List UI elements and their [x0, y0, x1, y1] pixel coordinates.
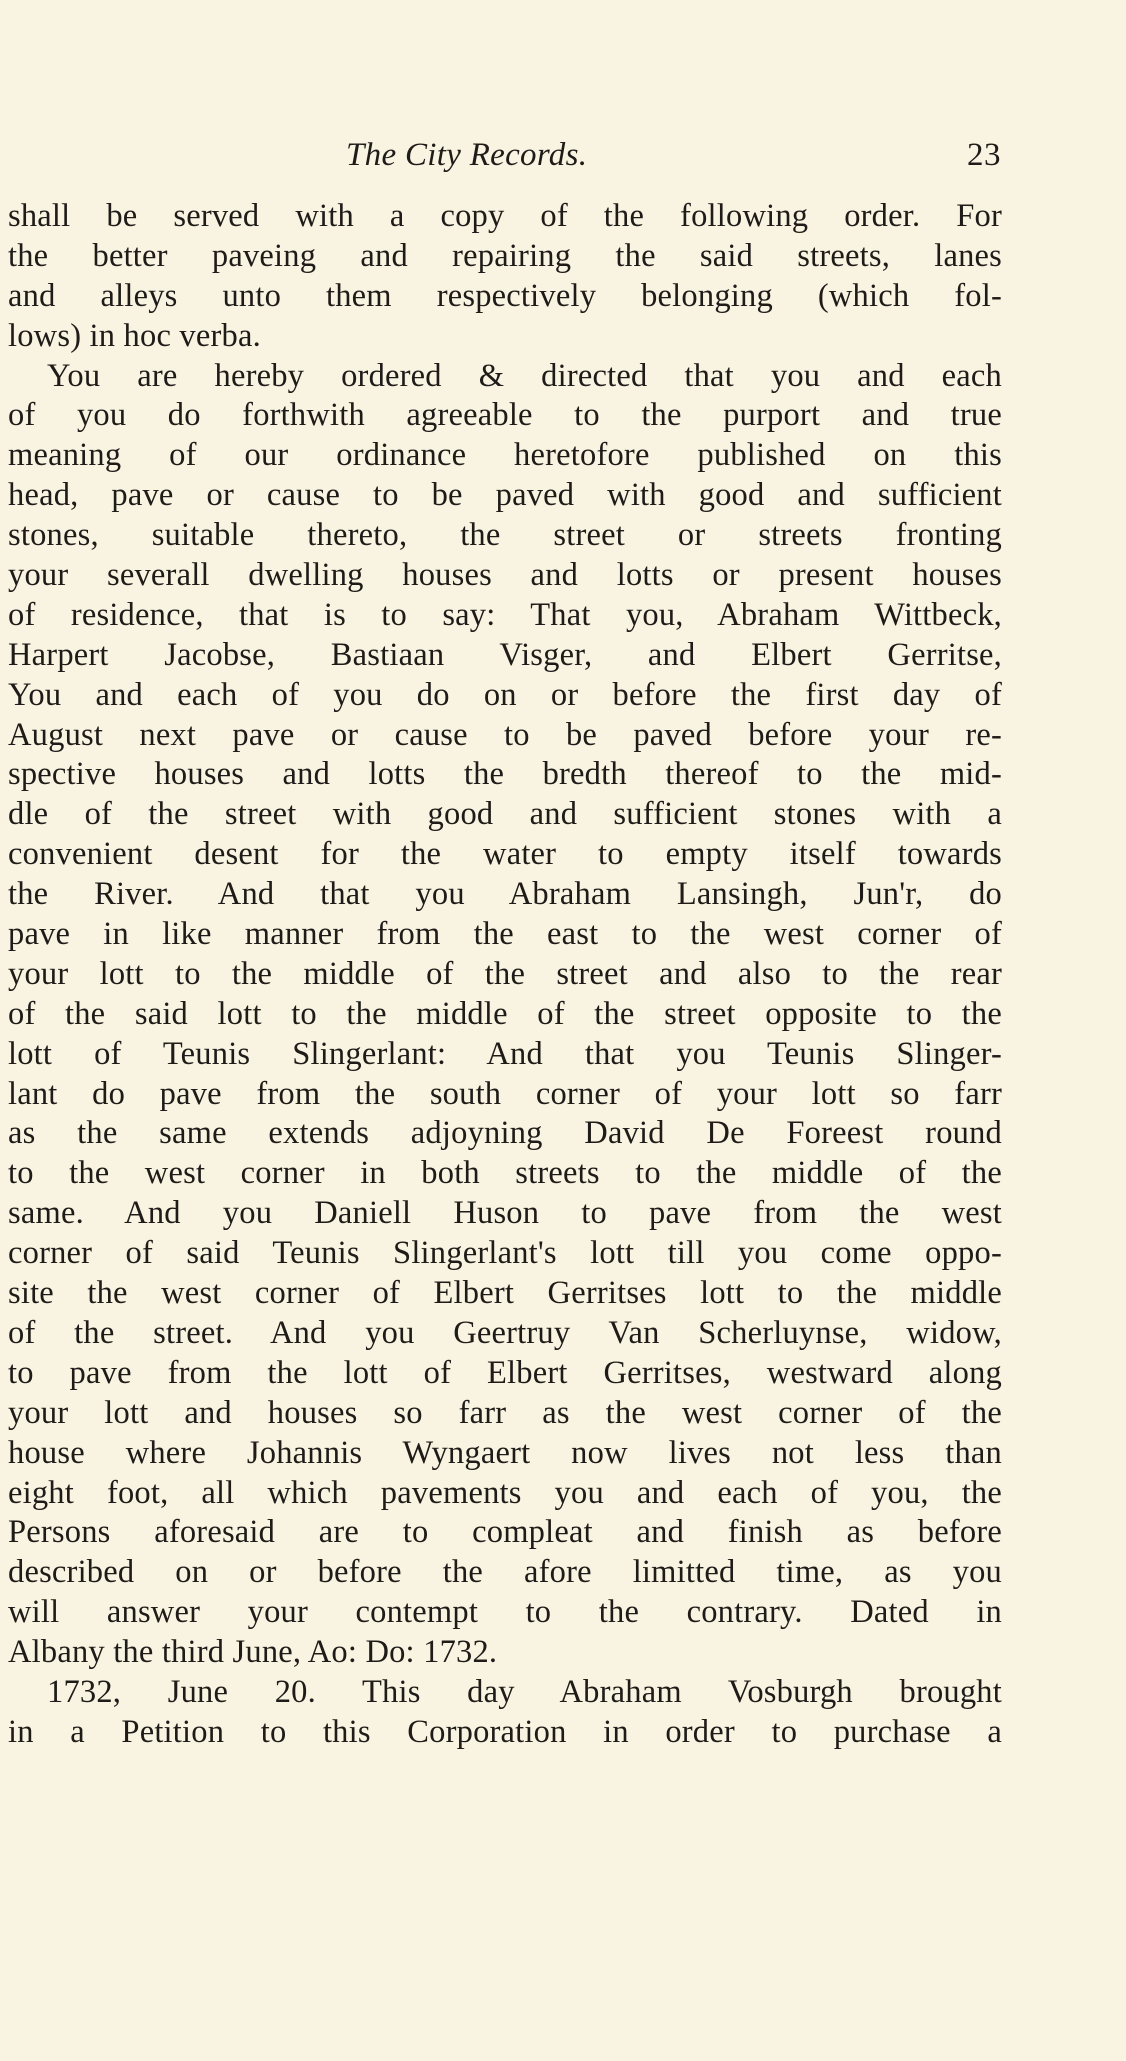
- text-line: described on or before the afore limitted time, as you: [8, 1554, 1002, 1591]
- text-line: dle of the street with good and sufficient stones with a: [8, 796, 1002, 833]
- text-line: meaning of our ordinance heretofore published on this: [8, 437, 1002, 474]
- text-line: eight foot, all which pavements you and each of you, the: [8, 1474, 1002, 1511]
- text-line: lant do pave from the south corner of your lott so farr: [8, 1075, 1002, 1112]
- text-line: in a Petition to this Corporation in order to purchase a: [8, 1713, 1002, 1750]
- text-line: Albany the third June, Ao: Do: 1732.: [8, 1634, 498, 1671]
- text-line: of the street. And you Geertruy Van Scherluynse, widow,: [8, 1314, 1002, 1351]
- text-line: August next pave or cause to be paved before your re-: [8, 716, 1002, 753]
- text-line: head, pave or cause to be paved with good and sufficient: [8, 477, 1002, 514]
- text-line: your severall dwelling houses and lotts or present houses: [8, 557, 1002, 594]
- running-head: [0, 131, 1126, 179]
- text-line: the better paveing and repairing the said streets, lanes: [8, 237, 1002, 274]
- text-line: spective houses and lotts the bredth thereof to the mid-: [8, 756, 1002, 793]
- text-line: 1732, June 20. This day Abraham Vosburgh brought: [47, 1673, 1002, 1710]
- text-line: stones, suitable thereto, the street or streets fronting: [8, 517, 1002, 554]
- page-number: 23: [967, 137, 1001, 173]
- text-line: of residence, that is to say: That you, Abraham Wittbeck,: [8, 596, 1002, 633]
- text-line: your lott and houses so farr as the west corner of the: [8, 1394, 1002, 1431]
- text-line: your lott to the middle of the street and also to the rear: [8, 955, 1002, 992]
- text-line: to the west corner in both streets to the middle of the: [8, 1155, 1002, 1192]
- text-line: lott of Teunis Slingerlant: And that you Teunis Slinger-: [8, 1035, 1002, 1072]
- text-line: corner of said Teunis Slingerlant's lott till you come oppo-: [8, 1235, 1002, 1272]
- text-line: You and each of you do on or before the first day of: [8, 676, 1002, 713]
- text-line: convenient desent for the water to empty itself towards: [8, 836, 1002, 873]
- text-line: house where Johannis Wyngaert now lives not less than: [8, 1434, 1002, 1471]
- text-line: Harpert Jacobse, Bastiaan Visger, and Elbert Gerritse,: [8, 636, 1002, 673]
- text-line: will answer your contempt to the contrary. Dated in: [8, 1594, 1002, 1631]
- text-line: shall be served with a copy of the following order. For: [8, 198, 1002, 234]
- text-line: pave in like manner from the east to the west corner of: [8, 916, 1002, 953]
- text-line: to pave from the lott of Elbert Gerritses, westward along: [8, 1354, 1002, 1391]
- text-line: site the west corner of Elbert Gerritses lott to the middle: [8, 1275, 1002, 1312]
- text-line: as the same extends adjoyning David De Foreest round: [8, 1115, 1002, 1152]
- text-line: and alleys unto them respectively belonging (which fol-: [8, 277, 1002, 314]
- text-line: the River. And that you Abraham Lansingh, Jun'r, do: [8, 876, 1002, 913]
- text-line: of you do forthwith agreeable to the purport and true: [8, 397, 1002, 434]
- text-line: Persons aforesaid are to compleat and finish as before: [8, 1514, 1002, 1551]
- body-text: [8, 197, 1002, 1753]
- text-line: same. And you Daniell Huson to pave from the west: [8, 1195, 1002, 1232]
- text-line: of the said lott to the middle of the street opposite to the: [8, 995, 1002, 1032]
- text-line: You are hereby ordered & directed that you and each: [47, 357, 1002, 394]
- running-title: The City Records.: [346, 137, 588, 173]
- text-line: lows) in hoc verba.: [8, 317, 261, 354]
